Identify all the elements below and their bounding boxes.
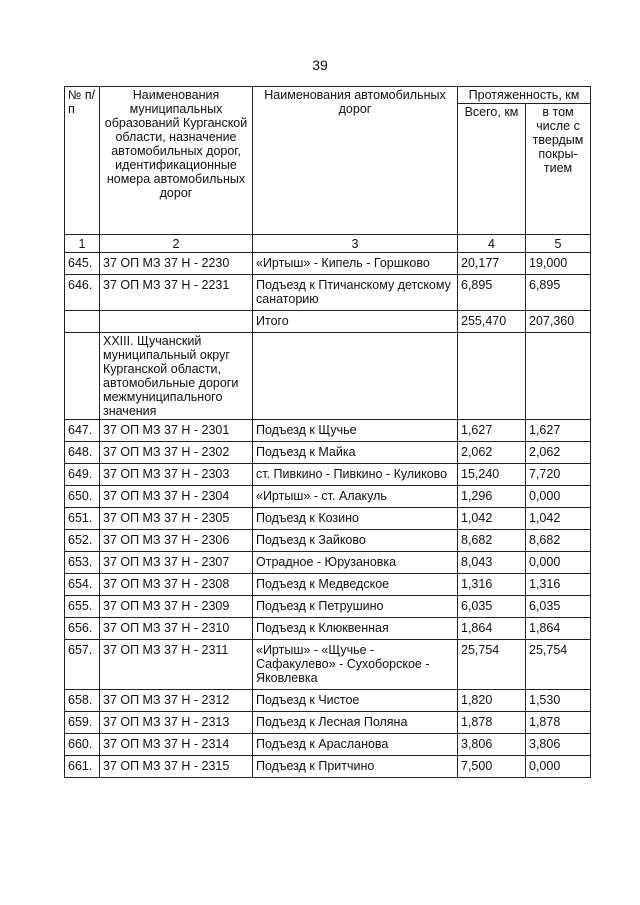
road-id-code: 37 ОП МЗ 37 Н - 2306 — [100, 530, 253, 552]
length-total: 1,296 — [458, 486, 526, 508]
road-id-code: 37 ОП МЗ 37 Н - 2309 — [100, 596, 253, 618]
header-municipality: Наименования муниципальных образований Курганской области, назначение автомобильных дорог, идентификационные номера автомобильных дорог — [100, 87, 253, 235]
road-name: «Иртыш» - Кипель - Горшково — [253, 253, 458, 275]
length-hard-surface: 0,000 — [526, 756, 591, 778]
road-id-code: 37 ОП МЗ 37 Н - 2308 — [100, 574, 253, 596]
length-hard-surface: 25,754 — [526, 640, 591, 690]
column-number: 5 — [526, 235, 591, 253]
row-number: 647. — [65, 420, 100, 442]
length-total: 1,042 — [458, 508, 526, 530]
table-row — [65, 712, 591, 734]
table-row — [65, 756, 591, 778]
length-total: 20,177 — [458, 253, 526, 275]
table-row — [65, 420, 591, 442]
row-number: 645. — [65, 253, 100, 275]
empty-cell — [100, 311, 253, 333]
roads-table — [64, 86, 591, 778]
length-hard-surface: 1,530 — [526, 690, 591, 712]
subtotal-hard-surface: 207,360 — [526, 311, 591, 333]
length-total: 15,240 — [458, 464, 526, 486]
length-hard-surface: 2,062 — [526, 442, 591, 464]
length-total: 6,035 — [458, 596, 526, 618]
length-hard-surface: 0,000 — [526, 552, 591, 574]
subtotal-label: Итого — [253, 311, 458, 333]
table-row — [65, 734, 591, 756]
row-number: 654. — [65, 574, 100, 596]
row-number: 648. — [65, 442, 100, 464]
road-id-code: 37 ОП МЗ 37 Н - 2305 — [100, 508, 253, 530]
road-name: Отрадное - Юрузановка — [253, 552, 458, 574]
subtotal-row — [65, 311, 591, 333]
length-hard-surface: 7,720 — [526, 464, 591, 486]
length-total: 1,820 — [458, 690, 526, 712]
table-row — [65, 574, 591, 596]
length-hard-surface: 6,895 — [526, 275, 591, 311]
road-name: Подъезд к Клюквенная — [253, 618, 458, 640]
length-total: 7,500 — [458, 756, 526, 778]
empty-cell — [65, 333, 100, 420]
empty-cell — [526, 333, 591, 420]
length-total: 8,043 — [458, 552, 526, 574]
road-name: Подъезд к Птичанскому детскому санаторию — [253, 275, 458, 311]
road-name: Подъезд к Майка — [253, 442, 458, 464]
length-total: 1,864 — [458, 618, 526, 640]
row-number: 658. — [65, 690, 100, 712]
road-id-code: 37 ОП МЗ 37 Н - 2313 — [100, 712, 253, 734]
section-row — [65, 333, 591, 420]
road-id-code: 37 ОП МЗ 37 Н - 2310 — [100, 618, 253, 640]
road-name: Подъезд к Медведское — [253, 574, 458, 596]
empty-cell — [253, 333, 458, 420]
table-header-row — [65, 87, 591, 104]
length-total: 25,754 — [458, 640, 526, 690]
length-total: 8,682 — [458, 530, 526, 552]
road-name: Подъезд к Лесная Поляна — [253, 712, 458, 734]
table-row — [65, 690, 591, 712]
row-number: 659. — [65, 712, 100, 734]
road-name: ст. Пивкино - Пивкино - Куликово — [253, 464, 458, 486]
row-number: 652. — [65, 530, 100, 552]
table-row — [65, 618, 591, 640]
road-id-code: 37 ОП МЗ 37 Н - 2303 — [100, 464, 253, 486]
length-hard-surface: 1,627 — [526, 420, 591, 442]
row-number: 660. — [65, 734, 100, 756]
road-id-code: 37 ОП МЗ 37 Н - 2231 — [100, 275, 253, 311]
header-number: № п/п — [65, 87, 100, 235]
table-row — [65, 253, 591, 275]
column-number: 3 — [253, 235, 458, 253]
header-total: Всего, км — [458, 104, 526, 235]
column-number: 4 — [458, 235, 526, 253]
road-name: Подъезд к Притчино — [253, 756, 458, 778]
road-name: «Иртыш» - «Щучье - Сафакулево» - Сухоборское - Яковлевка — [253, 640, 458, 690]
road-id-code: 37 ОП МЗ 37 Н - 2315 — [100, 756, 253, 778]
length-hard-surface: 19,000 — [526, 253, 591, 275]
table-row — [65, 275, 591, 311]
length-total: 1,316 — [458, 574, 526, 596]
table-row — [65, 442, 591, 464]
length-hard-surface: 0,000 — [526, 486, 591, 508]
table-row — [65, 640, 591, 690]
empty-cell — [65, 311, 100, 333]
length-hard-surface: 1,042 — [526, 508, 591, 530]
header-road-name: Наименования автомобильных дорог — [253, 87, 458, 235]
length-hard-surface: 1,864 — [526, 618, 591, 640]
length-hard-surface: 1,316 — [526, 574, 591, 596]
road-name: Подъезд к Арасланова — [253, 734, 458, 756]
row-number: 661. — [65, 756, 100, 778]
table-row — [65, 530, 591, 552]
length-total: 1,878 — [458, 712, 526, 734]
road-name: Подъезд к Чистое — [253, 690, 458, 712]
page-number: 39 — [312, 57, 328, 73]
length-hard-surface: 3,806 — [526, 734, 591, 756]
row-number: 656. — [65, 618, 100, 640]
length-hard-surface: 6,035 — [526, 596, 591, 618]
road-id-code: 37 ОП МЗ 37 Н - 2230 — [100, 253, 253, 275]
row-number: 650. — [65, 486, 100, 508]
road-name: Подъезд к Петрушино — [253, 596, 458, 618]
length-hard-surface: 1,878 — [526, 712, 591, 734]
table-row — [65, 464, 591, 486]
length-total: 2,062 — [458, 442, 526, 464]
road-id-code: 37 ОП МЗ 37 Н - 2307 — [100, 552, 253, 574]
length-total: 1,627 — [458, 420, 526, 442]
road-name: Подъезд к Зайково — [253, 530, 458, 552]
road-id-code: 37 ОП МЗ 37 Н - 2312 — [100, 690, 253, 712]
road-id-code: 37 ОП МЗ 37 Н - 2301 — [100, 420, 253, 442]
row-number: 651. — [65, 508, 100, 530]
column-number-row — [65, 235, 591, 253]
road-name: Подъезд к Щучье — [253, 420, 458, 442]
subtotal-total: 255,470 — [458, 311, 526, 333]
column-number: 2 — [100, 235, 253, 253]
road-id-code: 37 ОП МЗ 37 Н - 2302 — [100, 442, 253, 464]
road-id-code: 37 ОП МЗ 37 Н - 2304 — [100, 486, 253, 508]
table-row — [65, 552, 591, 574]
header-length: Протяженность, км — [458, 87, 591, 104]
road-id-code: 37 ОП МЗ 37 Н - 2314 — [100, 734, 253, 756]
row-number: 649. — [65, 464, 100, 486]
road-id-code: 37 ОП МЗ 37 Н - 2311 — [100, 640, 253, 690]
row-number: 657. — [65, 640, 100, 690]
road-name: «Иртыш» - ст. Алакуль — [253, 486, 458, 508]
column-number: 1 — [65, 235, 100, 253]
table-row — [65, 486, 591, 508]
road-name: Подъезд к Козино — [253, 508, 458, 530]
header-hard-surface: в том числе с твердым покры-тием — [526, 104, 591, 235]
table-row — [65, 508, 591, 530]
row-number: 653. — [65, 552, 100, 574]
empty-cell — [458, 333, 526, 420]
length-total: 3,806 — [458, 734, 526, 756]
row-number: 655. — [65, 596, 100, 618]
table-row — [65, 596, 591, 618]
row-number: 646. — [65, 275, 100, 311]
length-total: 6,895 — [458, 275, 526, 311]
length-hard-surface: 8,682 — [526, 530, 591, 552]
section-title: XXIII. Щучанский муниципальный округ Курганской области, автомобильные дороги межмуниципального значения — [100, 333, 253, 420]
